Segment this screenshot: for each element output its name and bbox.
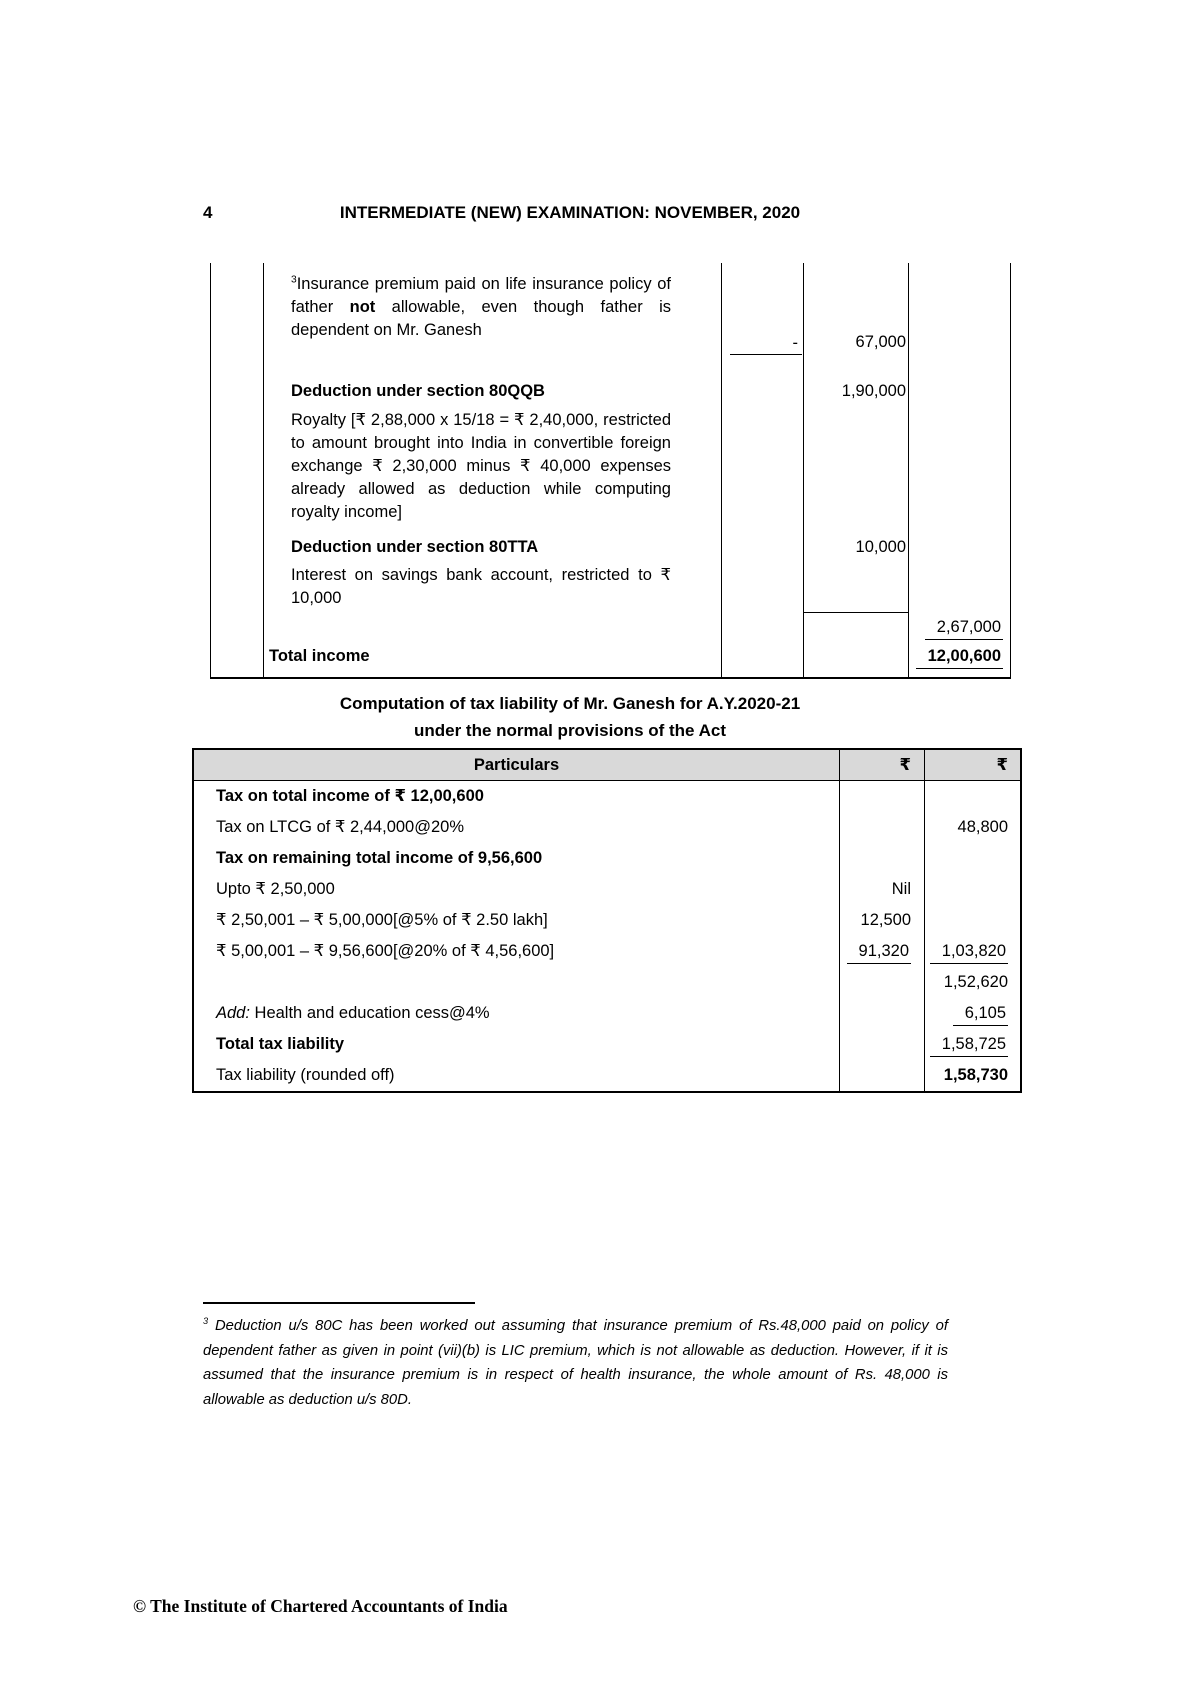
header-title: INTERMEDIATE (NEW) EXAMINATION: NOVEMBER, 2020 — [339, 203, 801, 222]
table-row — [194, 1060, 1020, 1091]
total-income-label: Total income — [269, 647, 370, 665]
income-table — [210, 263, 1011, 679]
row-value: 1,58,725 — [930, 1034, 1008, 1057]
row-value: 1,52,620 — [943, 973, 1008, 991]
row-label: Total tax liability — [216, 1035, 345, 1053]
note-text: allowable, even though father is dependent on Mr. Ganesh — [291, 298, 672, 339]
row-label: Tax on total income of ₹ 12,00,600 — [216, 787, 484, 805]
column-divider — [803, 263, 804, 677]
header-rupee-2: ₹ — [996, 756, 1008, 774]
footnote-ref: 3 — [291, 274, 297, 286]
footnote-text: Deduction u/s 80C has been worked out assuming that insurance premium of Rs.48,000 paid on policy of dependent father as given in point (vii)(b) is LIC premium, which is not allowable as deduction. However, if it is assumed that the insurance premium is in respect of health insurance, the whole amount of Rs. 48,000 is allowable as deduction u/s 80D. — [203, 1318, 948, 1408]
row-label: Tax liability (rounded off) — [216, 1066, 395, 1084]
table-row — [194, 998, 1020, 1029]
row-value: 6,105 — [953, 1003, 1008, 1026]
heading-80tta: Deduction under section 80TTA — [291, 538, 539, 556]
total-income-value: 12,00,600 — [916, 646, 1003, 669]
row-value: Nil — [891, 880, 911, 898]
column-divider — [924, 750, 925, 1091]
row-value: 1,03,820 — [930, 941, 1008, 964]
table-row — [194, 905, 1020, 936]
header-particulars: Particulars — [473, 756, 560, 774]
section-heading-line2: under the normal provisions of the Act — [413, 721, 726, 740]
note-text: Insurance premium paid on life insurance policy of father — [291, 275, 671, 316]
total-deductions-cell — [908, 616, 1003, 640]
column-divider — [263, 263, 264, 677]
header-rupee-1: ₹ — [899, 756, 911, 774]
table-row — [194, 967, 1020, 998]
section-heading-line1: Computation of tax liability of Mr. Ganesh for A.Y.2020-21 — [339, 694, 801, 713]
row-value: 91,320 — [847, 941, 911, 964]
table-row — [194, 1029, 1020, 1060]
table-row — [194, 936, 1020, 967]
dash-value: - — [730, 333, 802, 355]
row-label: Tax on remaining total income of 9,56,600 — [216, 849, 543, 867]
column-divider — [839, 750, 840, 1091]
row-label: Tax on LTCG of ₹ 2,44,000@20% — [216, 818, 464, 836]
row-value: 1,58,730 — [943, 1066, 1008, 1084]
section-heading — [150, 690, 990, 744]
row-label: Upto ₹ 2,50,000 — [216, 880, 335, 898]
tax-table — [192, 748, 1022, 1093]
page-number: 4 — [203, 203, 213, 222]
total-income-cell — [908, 645, 1003, 669]
note-interest: Interest on savings bank account, restricted to ₹ 10,000 — [291, 566, 671, 607]
table-row — [194, 812, 1020, 843]
footnote-marker: 3 — [203, 1316, 209, 1327]
table-row — [194, 781, 1020, 812]
amount-80qqb: 1,90,000 — [841, 382, 906, 400]
row-value: 48,800 — [957, 818, 1008, 836]
note-text-bold: not — [349, 298, 376, 316]
footnote-rule — [203, 1302, 475, 1304]
table-row — [194, 874, 1020, 905]
column-divider — [908, 263, 909, 677]
table-row — [194, 843, 1020, 874]
footnote — [203, 1314, 948, 1412]
dash-cell — [721, 333, 802, 355]
row-label: ₹ 2,50,001 – ₹ 5,00,000[@5% of ₹ 2.50 lakh] — [216, 911, 548, 929]
row-label: Add: Health and education cess@4% — [216, 1004, 490, 1022]
note-insurance-premium — [291, 273, 671, 342]
amount-insurance: 67,000 — [855, 333, 906, 351]
copyright-footer: © The Institute of Chartered Accountants of India — [133, 1596, 508, 1616]
note-royalty: Royalty [₹ 2,88,000 x 15/18 = ₹ 2,40,000, restricted to amount brought into India in convertible foreign exchange ₹ 2,30,000 minus ₹ 40,000 expenses already allowed as deduction while computing royalty income] — [291, 411, 671, 521]
sum-rule — [803, 612, 908, 613]
row-label-prefix: Add: — [216, 1004, 250, 1022]
row-label: ₹ 5,00,001 – ₹ 9,56,600[@20% of ₹ 4,56,600] — [216, 942, 555, 960]
tax-table-header — [194, 750, 1020, 781]
amount-80tta: 10,000 — [855, 538, 906, 556]
heading-80qqb: Deduction under section 80QQB — [291, 382, 545, 400]
total-deductions-value: 2,67,000 — [925, 617, 1003, 640]
column-divider — [721, 263, 722, 677]
row-value: 12,500 — [860, 911, 911, 929]
